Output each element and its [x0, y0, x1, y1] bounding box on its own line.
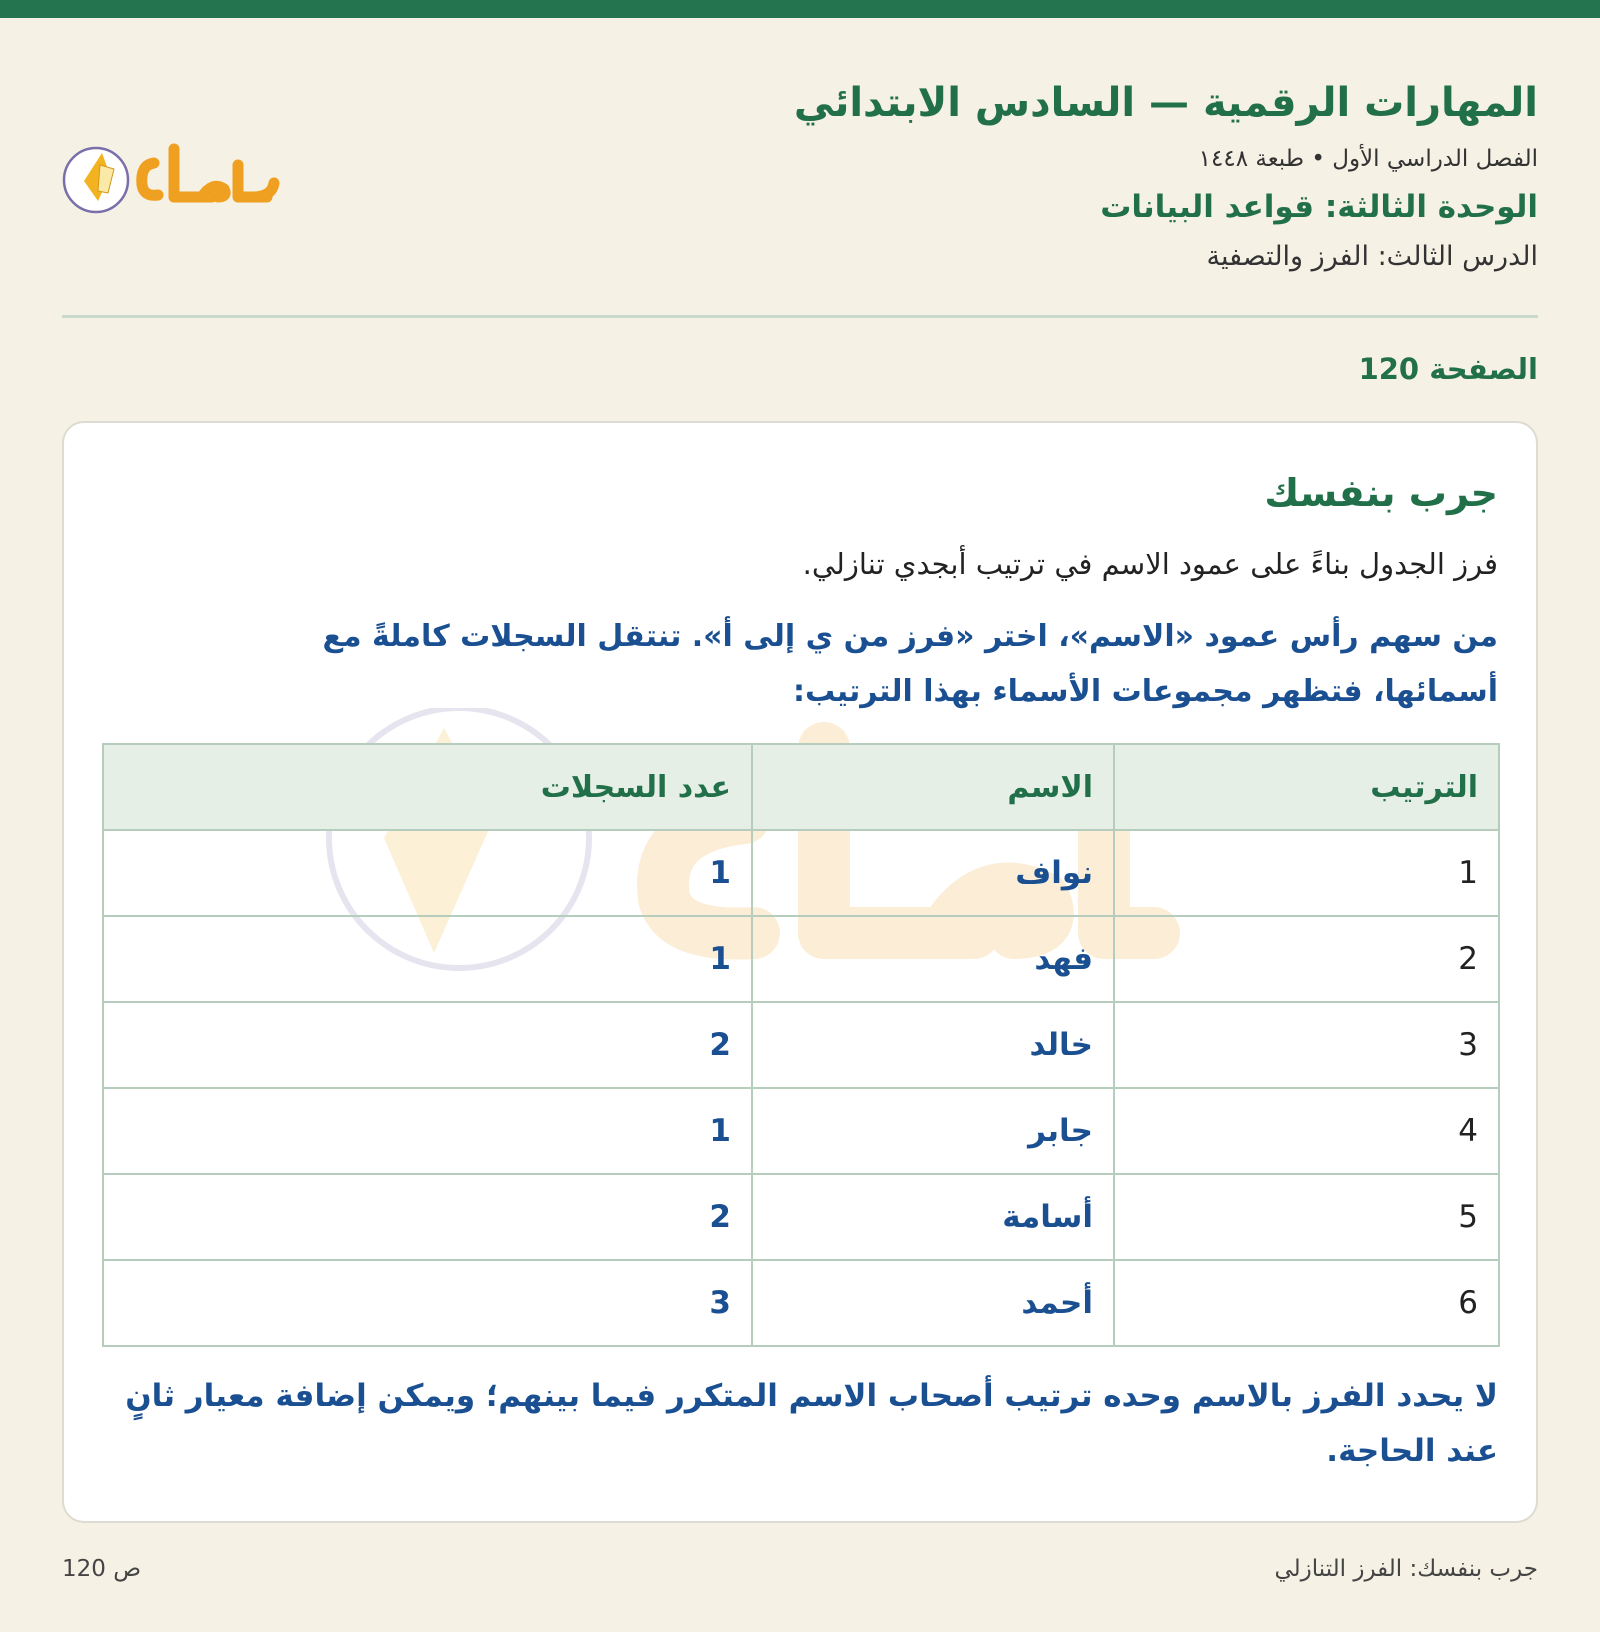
- rank-cell: 1: [1114, 830, 1499, 916]
- rank-cell: 2: [1114, 916, 1499, 1002]
- rank-cell: 3: [1114, 1002, 1499, 1088]
- sorted-names-table: [102, 743, 1500, 1347]
- logo-wordmark: [142, 149, 274, 197]
- header-divider: [62, 315, 1538, 318]
- top-accent-bar: [0, 0, 1600, 18]
- count-cell: 3: [103, 1260, 752, 1346]
- card-title: جرب بنفسك: [1264, 471, 1498, 515]
- page-number-label: الصفحة 120: [1358, 352, 1538, 386]
- book-title: المهارات الرقمية — السادس الابتدائي: [793, 80, 1538, 126]
- sorting-note: لا يحدد الفرز بالاسم وحده ترتيب أصحاب الاسم المتكرر فيما بينهم؛ ويمكن إضافة معيار ثانٍ عند الحاجة.: [125, 1378, 1498, 1469]
- hulool-logo: [62, 135, 282, 225]
- page-header: [62, 75, 1538, 315]
- table-row: [103, 1088, 1499, 1174]
- table-row: [103, 1260, 1499, 1346]
- footer-section-label: جرب بنفسك: الفرز التنازلي: [1274, 1556, 1538, 1582]
- semester-edition: الفصل الدراسي الأول • طبعة ١٤٤٨: [1198, 146, 1538, 172]
- count-cell: 2: [103, 1174, 752, 1260]
- header-title-block: [794, 75, 1538, 277]
- unit-title: الوحدة الثالثة: قواعد البيانات: [1100, 189, 1538, 225]
- name-cell: أسامة: [752, 1174, 1114, 1260]
- name-cell: فهد: [752, 916, 1114, 1002]
- footer-page-number: ص 120: [62, 1556, 142, 1582]
- answer-explanation: من سهم رأس عمود «الاسم»، اختر «فرز من ي إلى أ». تنتقل السجلات كاملةً مع أسمائها، فتظهر مجموعات الأسماء بهذا الترتيب:: [322, 619, 1498, 709]
- table-row: [103, 830, 1499, 916]
- name-cell: أحمد: [752, 1260, 1114, 1346]
- try-yourself-card: [62, 421, 1538, 1523]
- count-cell: 1: [103, 916, 752, 1002]
- table-row: [103, 916, 1499, 1002]
- exercise-instruction: فرز الجدول بناءً على عمود الاسم في ترتيب أبجدي تنازلي.: [802, 547, 1498, 581]
- header-rank: الترتيب: [1114, 744, 1499, 830]
- count-cell: 2: [103, 1002, 752, 1088]
- table-header-row: [103, 744, 1499, 830]
- count-cell: 1: [103, 830, 752, 916]
- table-row: [103, 1174, 1499, 1260]
- header-record-count: عدد السجلات: [103, 744, 752, 830]
- rank-cell: 6: [1114, 1260, 1499, 1346]
- name-cell: خالد: [752, 1002, 1114, 1088]
- count-cell: 1: [103, 1088, 752, 1174]
- rank-cell: 5: [1114, 1174, 1499, 1260]
- name-cell: نواف: [752, 830, 1114, 916]
- lesson-title: الدرس الثالث: الفرز والتصفية: [1206, 241, 1538, 272]
- table-row: [103, 1002, 1499, 1088]
- header-name: الاسم: [752, 744, 1114, 830]
- name-cell: جابر: [752, 1088, 1114, 1174]
- rank-cell: 4: [1114, 1088, 1499, 1174]
